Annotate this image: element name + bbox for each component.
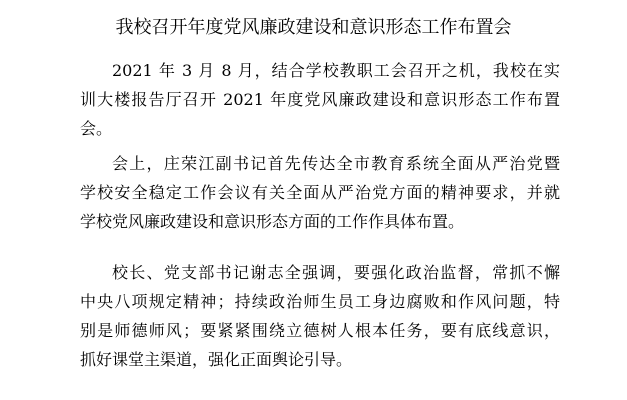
paragraph-2	[80, 149, 560, 236]
paragraph-line: 学校党风廉政建设和意识形态方面的工作作具体布置。	[80, 212, 465, 231]
paragraph-line: 2021 年 3 月 8 月，结合学校教职工会召开之机，我校在实	[112, 61, 560, 80]
paragraph-line: 会上，庄荣江副书记首先传达全市教育系统全面从严治党暨	[112, 154, 560, 173]
paragraph-line: 抓好课堂主渠道，强化正面舆论引导。	[80, 350, 353, 369]
paragraph-line: 中央八项规定精神；持续政治师生员工身边腐败和作风问题，特	[80, 292, 560, 311]
paragraph-line: 训大楼报告厅召开 2021 年度党风廉政建设和意识形态工作布置	[80, 90, 560, 109]
paragraph-line: 学校安全稳定工作会议有关全面从严治党方面的精神要求，并就	[80, 183, 560, 202]
paragraph-1	[80, 56, 560, 143]
paragraph-line: 会。	[80, 119, 113, 138]
paragraph-line: 别是师德师风；要紧紧围绕立德树人根本任务，要有底线意识，	[80, 321, 560, 340]
paragraph-3	[80, 258, 560, 374]
document-title: 我校召开年度党风廉政建设和意识形态工作布置会	[115, 17, 512, 38]
paragraph-line: 校长、党支部书记谢志全强调，要强化政治监督，常抓不懈	[112, 263, 560, 282]
